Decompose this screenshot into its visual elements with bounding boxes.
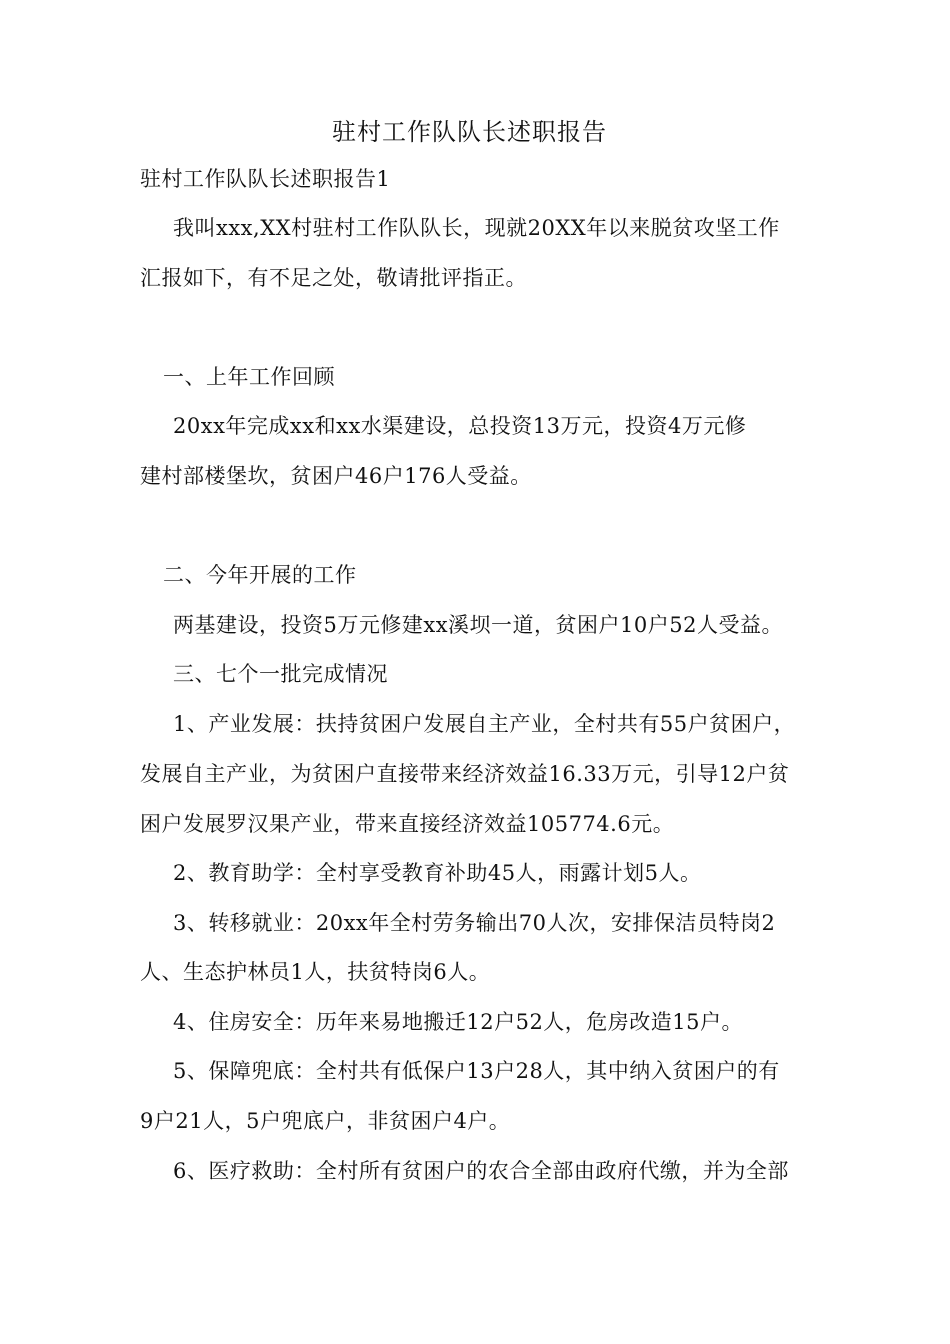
paragraph-line: 20xx年完成xx和xx水渠建设，总投资13万元，投资4万元修	[173, 414, 747, 438]
paragraph-line: 3、转移就业：20xx年全村劳务输出70人次，安排保洁员特岗2	[173, 911, 776, 935]
paragraph-line: 两基建设，投资5万元修建xx溪坝一道，贫困户10户52人受益。	[173, 613, 783, 637]
paragraph-line: 汇报如下，有不足之处，敬请批评指正。	[140, 266, 527, 290]
section-heading: 一、上年工作回顾	[163, 365, 335, 389]
report-subtitle: 驻村工作队队长述职报告1	[140, 167, 391, 191]
paragraph-line: 4、住房安全：历年来易地搬迁12户52人，危房改造15户。	[173, 1010, 744, 1034]
paragraph-line: 建村部楼堡坎，贫困户46户176人受益。	[140, 464, 532, 488]
section-heading: 三、七个一批完成情况	[173, 662, 388, 686]
paragraph-line: 我叫xxx,XX村驻村工作队队长，现就20XX年以来脱贫攻坚工作	[173, 216, 780, 240]
paragraph-line: 2、教育助学：全村享受教育补助45人，雨露计划5人。	[173, 861, 702, 885]
paragraph-line: 5、保障兜底：全村共有低保户13户28人，其中纳入贫困户的有	[173, 1059, 780, 1083]
page-title: 驻村工作队队长述职报告	[332, 118, 607, 146]
paragraph-line: 发展自主产业，为贫困户直接带来经济效益16.33万元，引导12户贫	[140, 762, 790, 786]
paragraph-line: 1、产业发展：扶持贫困户发展自主产业，全村共有55户贫困户，	[173, 712, 796, 736]
section-heading: 二、今年开展的工作	[163, 563, 357, 587]
paragraph-line: 9户21人，5户兜底户，非贫困户4户。	[140, 1109, 511, 1133]
paragraph-line: 困户发展罗汉果产业，带来直接经济效益105774.6元。	[140, 812, 675, 836]
paragraph-line: 人、生态护林员1人，扶贫特岗6人。	[140, 960, 491, 984]
paragraph-line: 6、医疗救助：全村所有贫困户的农合全部由政府代缴，并为全部	[173, 1159, 789, 1183]
